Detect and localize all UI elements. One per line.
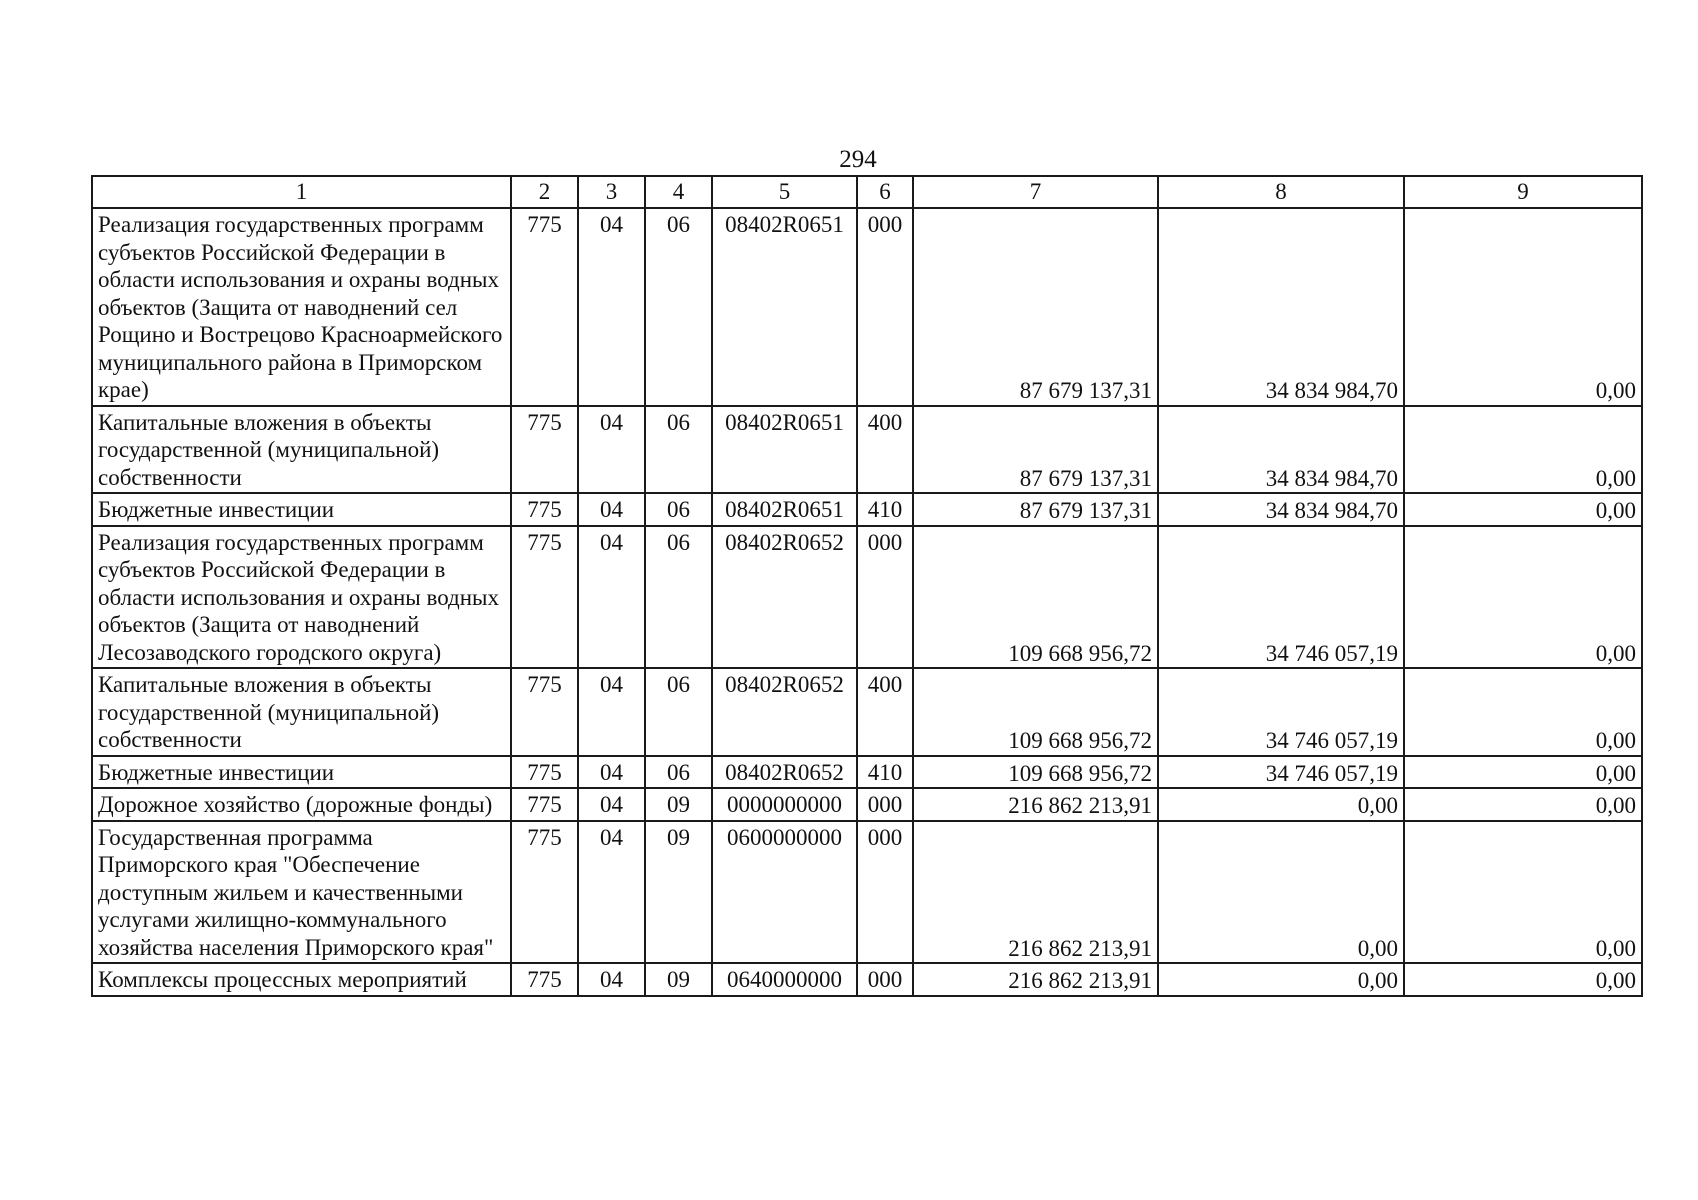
cell-subsection: 06	[645, 493, 712, 526]
cell-expense-type: 000	[857, 821, 913, 964]
cell-section: 04	[578, 788, 645, 821]
cell-amount-col9: 0,00	[1404, 668, 1642, 756]
row-name: Реализация государственных программ субъектов Российской Федерации в области использования и охраны водных объектов (Защита от наводнений Лесозаводского городского округа)	[92, 526, 511, 669]
cell-amount-col8: 0,00	[1158, 963, 1404, 996]
row-name: Бюджетные инвестиции	[92, 493, 511, 526]
cell-admin-code: 775	[511, 406, 578, 494]
cell-admin-code: 775	[511, 668, 578, 756]
column-header: 1	[92, 176, 511, 208]
table-row	[92, 493, 1642, 526]
cell-amount-col7: 216 862 213,91	[913, 821, 1158, 964]
cell-amount-col8: 34 746 057,19	[1158, 668, 1404, 756]
column-header: 5	[712, 176, 857, 208]
cell-amount-col9: 0,00	[1404, 821, 1642, 964]
cell-admin-code: 775	[511, 493, 578, 526]
cell-subsection: 06	[645, 406, 712, 494]
cell-amount-col9: 0,00	[1404, 526, 1642, 669]
cell-amount-col7: 87 679 137,31	[913, 406, 1158, 494]
column-header: 7	[913, 176, 1158, 208]
cell-target-code: 08402R0652	[712, 756, 857, 789]
cell-admin-code: 775	[511, 963, 578, 996]
cell-amount-col8: 34 834 984,70	[1158, 406, 1404, 494]
cell-subsection: 09	[645, 963, 712, 996]
table-row	[92, 406, 1642, 494]
column-header: 4	[645, 176, 712, 208]
column-header: 9	[1404, 176, 1642, 208]
cell-section: 04	[578, 963, 645, 996]
cell-target-code: 08402R0652	[712, 668, 857, 756]
page-number: 294	[839, 146, 877, 173]
cell-subsection: 09	[645, 788, 712, 821]
cell-target-code: 08402R0651	[712, 493, 857, 526]
row-name: Дорожное хозяйство (дорожные фонды)	[92, 788, 511, 821]
cell-amount-col9: 0,00	[1404, 406, 1642, 494]
cell-target-code: 08402R0651	[712, 208, 857, 406]
cell-section: 04	[578, 526, 645, 669]
cell-expense-type: 000	[857, 208, 913, 406]
cell-expense-type: 400	[857, 406, 913, 494]
cell-amount-col7: 109 668 956,72	[913, 526, 1158, 669]
cell-admin-code: 775	[511, 788, 578, 821]
cell-target-code: 0600000000	[712, 821, 857, 964]
cell-amount-col9: 0,00	[1404, 756, 1642, 789]
table-row	[92, 821, 1642, 964]
row-name: Бюджетные инвестиции	[92, 756, 511, 789]
column-header: 2	[511, 176, 578, 208]
cell-subsection: 06	[645, 526, 712, 669]
cell-expense-type: 410	[857, 756, 913, 789]
cell-subsection: 06	[645, 208, 712, 406]
cell-expense-type: 410	[857, 493, 913, 526]
cell-section: 04	[578, 493, 645, 526]
cell-amount-col8: 34 746 057,19	[1158, 526, 1404, 669]
cell-section: 04	[578, 208, 645, 406]
cell-amount-col7: 216 862 213,91	[913, 963, 1158, 996]
cell-section: 04	[578, 821, 645, 964]
cell-subsection: 06	[645, 668, 712, 756]
cell-admin-code: 775	[511, 821, 578, 964]
cell-amount-col9: 0,00	[1404, 788, 1642, 821]
cell-admin-code: 775	[511, 756, 578, 789]
cell-subsection: 09	[645, 821, 712, 964]
cell-section: 04	[578, 406, 645, 494]
cell-expense-type: 000	[857, 788, 913, 821]
cell-target-code: 08402R0651	[712, 406, 857, 494]
row-name: Государственная программа Приморского края "Обеспечение доступным жильем и качественными услугами жилищно-коммунального хозяйства населения Приморского края"	[92, 821, 511, 964]
cell-amount-col7: 87 679 137,31	[913, 493, 1158, 526]
cell-section: 04	[578, 668, 645, 756]
cell-amount-col9: 0,00	[1404, 493, 1642, 526]
cell-expense-type: 400	[857, 668, 913, 756]
cell-amount-col7: 216 862 213,91	[913, 788, 1158, 821]
cell-amount-col7: 109 668 956,72	[913, 756, 1158, 789]
table-row	[92, 668, 1642, 756]
row-name: Реализация государственных программ субъектов Российской Федерации в области использования и охраны водных объектов (Защита от наводнений сел Рощино и Вострецово Красноармейского муниципального района в Приморском крае)	[92, 208, 511, 406]
row-name: Комплексы процессных мероприятий	[92, 963, 511, 996]
cell-amount-col9: 0,00	[1404, 963, 1642, 996]
budget-table	[91, 175, 1643, 997]
cell-amount-col7: 109 668 956,72	[913, 668, 1158, 756]
cell-target-code: 08402R0652	[712, 526, 857, 669]
column-header: 8	[1158, 176, 1404, 208]
cell-target-code: 0000000000	[712, 788, 857, 821]
cell-target-code: 0640000000	[712, 963, 857, 996]
cell-section: 04	[578, 756, 645, 789]
table-row	[92, 208, 1642, 406]
cell-expense-type: 000	[857, 963, 913, 996]
cell-amount-col8: 0,00	[1158, 788, 1404, 821]
cell-expense-type: 000	[857, 526, 913, 669]
cell-admin-code: 775	[511, 208, 578, 406]
cell-amount-col8: 34 834 984,70	[1158, 493, 1404, 526]
column-header: 6	[857, 176, 913, 208]
cell-admin-code: 775	[511, 526, 578, 669]
table-header-row	[92, 176, 1642, 208]
row-name: Капитальные вложения в объекты государственной (муниципальной) собственности	[92, 406, 511, 494]
table-row	[92, 756, 1642, 789]
table-row	[92, 963, 1642, 996]
table-row	[92, 788, 1642, 821]
cell-amount-col7: 87 679 137,31	[913, 208, 1158, 406]
column-header: 3	[578, 176, 645, 208]
row-name: Капитальные вложения в объекты государственной (муниципальной) собственности	[92, 668, 511, 756]
cell-amount-col8: 0,00	[1158, 821, 1404, 964]
cell-subsection: 06	[645, 756, 712, 789]
cell-amount-col8: 34 746 057,19	[1158, 756, 1404, 789]
cell-amount-col9: 0,00	[1404, 208, 1642, 406]
cell-amount-col8: 34 834 984,70	[1158, 208, 1404, 406]
table-row	[92, 526, 1642, 669]
